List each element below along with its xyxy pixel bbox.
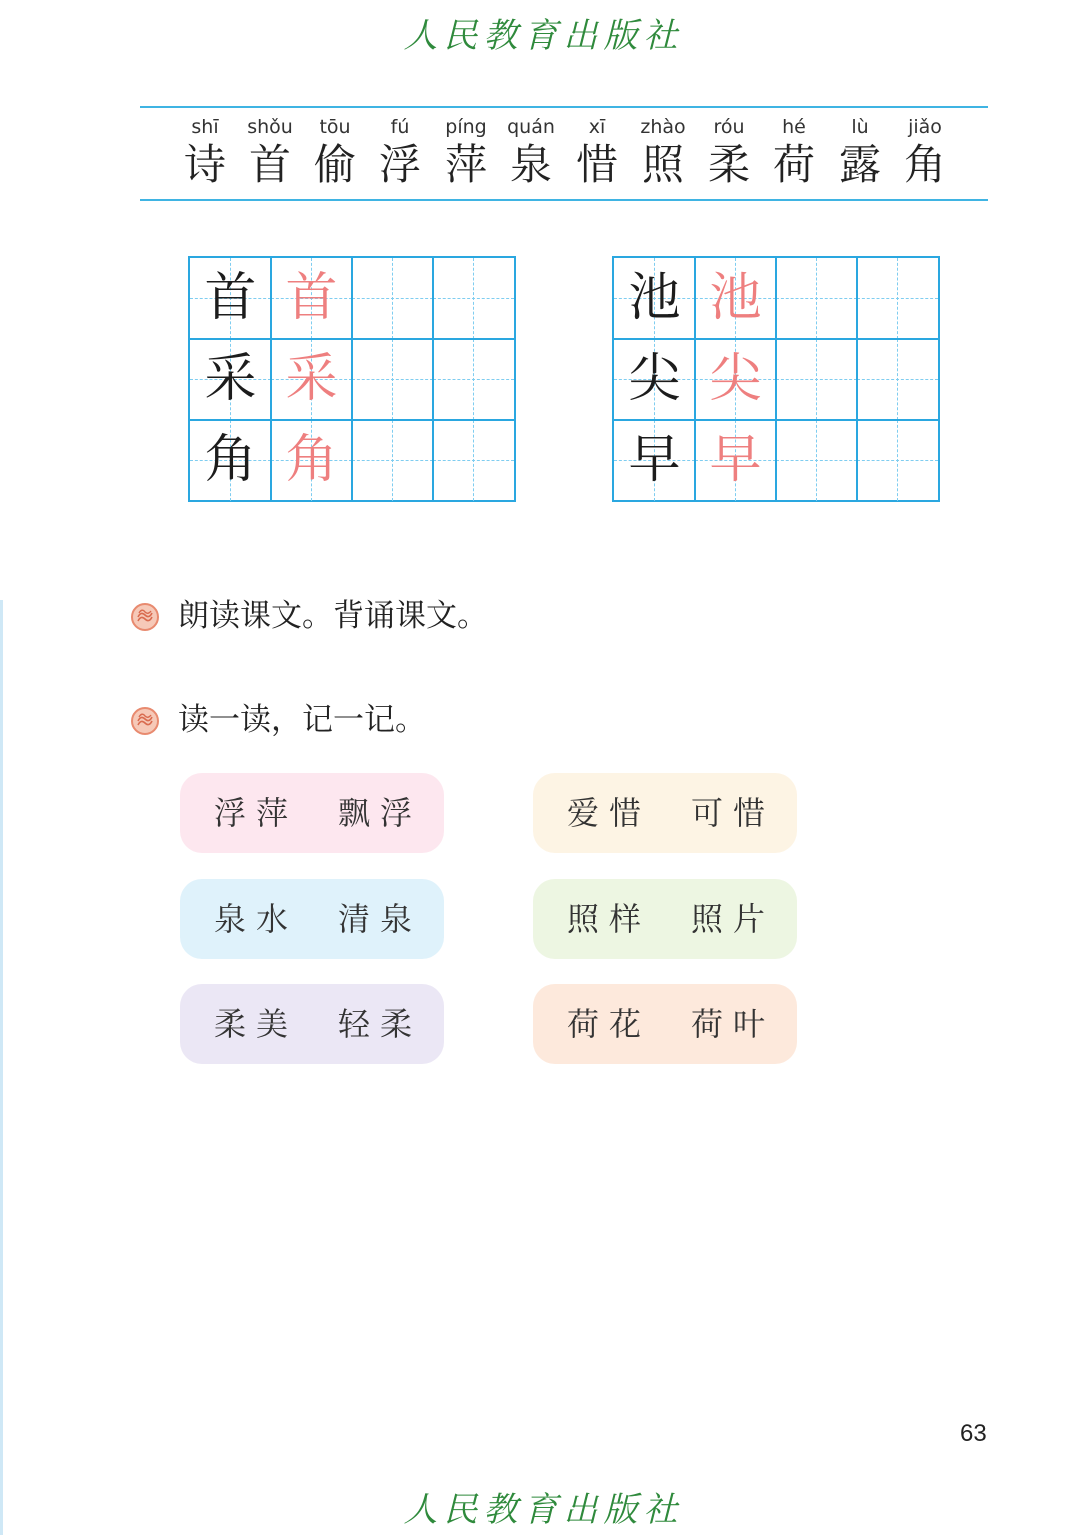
grid-line xyxy=(351,258,353,500)
hanzi: 浮 xyxy=(378,140,421,189)
word-pair-card xyxy=(180,773,444,853)
trace-character: 角 xyxy=(285,430,338,490)
word: 泉水 xyxy=(214,900,299,938)
writing-grid-right xyxy=(612,256,940,502)
word: 照片 xyxy=(691,900,776,938)
word-pair-card xyxy=(533,879,797,959)
grid-line xyxy=(190,419,514,421)
grid-line xyxy=(190,338,514,340)
grid-line xyxy=(775,258,777,500)
grid-cell-model xyxy=(614,258,695,339)
pinyin: tōu xyxy=(319,116,351,138)
pinyin: lù xyxy=(851,116,869,138)
grid-cell-blank xyxy=(352,420,433,501)
grid-cell-blank xyxy=(433,258,514,339)
hanzi: 角 xyxy=(903,140,946,189)
word: 清泉 xyxy=(338,900,423,938)
grid-cell-trace xyxy=(695,339,776,420)
grid-cell-blank xyxy=(857,258,938,339)
word: 轻柔 xyxy=(338,1005,423,1043)
trace-character: 早 xyxy=(709,430,762,490)
page-edge-stripe xyxy=(0,600,3,1535)
hanzi: 诗 xyxy=(183,140,226,189)
grid-line xyxy=(270,258,272,500)
word: 荷叶 xyxy=(691,1005,776,1043)
exercise-instruction: 朗读课文。背诵课文。 xyxy=(178,598,488,634)
grid-line xyxy=(856,258,858,500)
seal-icon xyxy=(130,706,160,736)
grid-cell-trace xyxy=(695,258,776,339)
grid-line xyxy=(694,258,696,500)
grid-cell-blank xyxy=(352,258,433,339)
trace-character: 尖 xyxy=(709,349,762,409)
model-character: 尖 xyxy=(628,349,681,409)
model-character: 采 xyxy=(204,349,257,409)
model-character: 首 xyxy=(204,268,257,328)
publisher-header: 人民教育出版社 xyxy=(403,16,684,56)
grid-line xyxy=(614,338,938,340)
grid-cell-blank xyxy=(776,339,857,420)
hanzi: 偷 xyxy=(313,140,356,189)
grid-line xyxy=(432,258,434,500)
grid-cell-blank xyxy=(433,420,514,501)
hanzi: 露 xyxy=(838,140,881,189)
word: 浮萍 xyxy=(214,794,299,832)
hanzi: 柔 xyxy=(707,140,750,189)
page-number: 63 xyxy=(960,1420,987,1447)
seal-icon xyxy=(130,602,160,632)
hanzi: 荷 xyxy=(772,140,815,189)
trace-character: 采 xyxy=(285,349,338,409)
grid-line xyxy=(614,419,938,421)
grid-cell-model xyxy=(190,420,271,501)
grid-cell-blank xyxy=(352,339,433,420)
grid-cell-blank xyxy=(857,420,938,501)
grid-cell-trace xyxy=(271,420,352,501)
grid-cell-model xyxy=(614,420,695,501)
grid-cell-blank xyxy=(857,339,938,420)
grid-cell-trace xyxy=(271,339,352,420)
model-character: 角 xyxy=(204,430,257,490)
char-entry xyxy=(892,108,958,199)
word: 荷花 xyxy=(567,1005,652,1043)
word: 柔美 xyxy=(214,1005,299,1043)
grid-cell-model xyxy=(190,258,271,339)
pinyin: jiǎo xyxy=(908,116,942,138)
pinyin: shǒu xyxy=(247,116,293,138)
word: 照样 xyxy=(567,900,652,938)
grid-cell-blank xyxy=(776,420,857,501)
model-character: 早 xyxy=(628,430,681,490)
pinyin: xī xyxy=(588,116,606,138)
word: 可惜 xyxy=(691,794,776,832)
grid-cell-blank xyxy=(433,339,514,420)
word-pair-card xyxy=(180,879,444,959)
grid-cell-trace xyxy=(271,258,352,339)
hanzi: 惜 xyxy=(575,140,618,189)
grid-cell-blank xyxy=(776,258,857,339)
hanzi: 萍 xyxy=(444,140,487,189)
pinyin: róu xyxy=(713,116,745,138)
word-pair-card xyxy=(533,984,797,1064)
writing-grid-left xyxy=(188,256,516,502)
word: 爱惜 xyxy=(567,794,652,832)
word-pair-card xyxy=(533,773,797,853)
pinyin: hé xyxy=(782,116,806,138)
hanzi: 首 xyxy=(248,140,291,189)
hanzi: 照 xyxy=(641,140,684,189)
new-character-band xyxy=(140,106,988,201)
pinyin: shī xyxy=(191,116,219,138)
grid-cell-model xyxy=(614,339,695,420)
pinyin: píng xyxy=(445,116,487,138)
pinyin: zhào xyxy=(640,116,686,138)
trace-character: 首 xyxy=(285,268,338,328)
grid-cell-model xyxy=(190,339,271,420)
model-character: 池 xyxy=(628,268,681,328)
pinyin: fú xyxy=(390,116,410,138)
word: 飘浮 xyxy=(338,794,423,832)
trace-character: 池 xyxy=(709,268,762,328)
hanzi: 泉 xyxy=(509,140,552,189)
grid-cell-trace xyxy=(695,420,776,501)
exercise-instruction: 读一读，记一记。 xyxy=(178,702,426,738)
pinyin: quán xyxy=(507,116,555,138)
publisher-footer: 人民教育出版社 xyxy=(403,1490,684,1530)
word-pair-card xyxy=(180,984,444,1064)
